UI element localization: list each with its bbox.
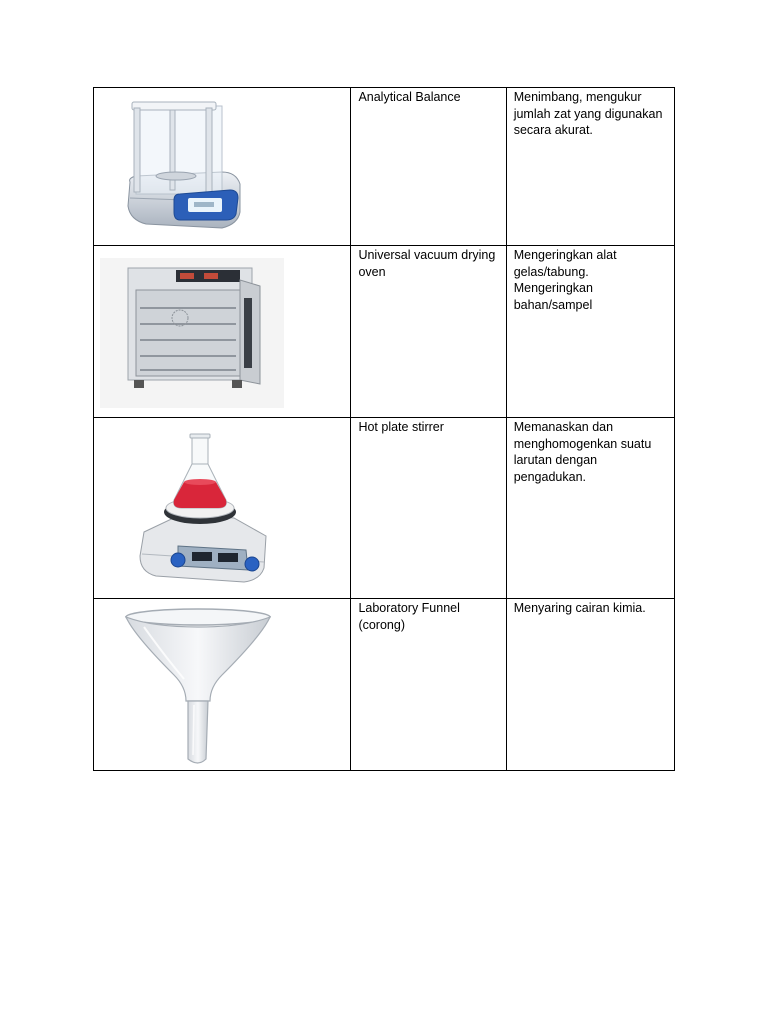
- image-cell: [94, 246, 351, 418]
- equipment-name: Analytical Balance: [358, 90, 461, 104]
- use-cell: [506, 88, 674, 246]
- use-cell: [506, 599, 674, 771]
- drying-oven-icon: [100, 258, 284, 408]
- equipment-use: Menyaring cairan kimia.: [513, 601, 646, 615]
- name-cell: [351, 246, 506, 418]
- table-row: [94, 246, 675, 418]
- laboratory-funnel-icon: [124, 605, 274, 769]
- equipment-name: Universal vacuum drying oven: [358, 248, 496, 279]
- use-cell: [506, 246, 674, 418]
- name-cell: [351, 88, 506, 246]
- use-cell: [506, 418, 674, 599]
- table-row: [94, 418, 675, 599]
- image-cell: [94, 418, 351, 599]
- table-row: [94, 88, 675, 246]
- equipment-table: [93, 87, 675, 771]
- table-row: [94, 599, 675, 771]
- name-cell: [351, 418, 506, 599]
- equipment-use: Memanaskan dan menghomogenkan suatu larutan dengan pengadukan.: [513, 420, 652, 484]
- equipment-name: Hot plate stirrer: [358, 420, 444, 434]
- equipment-use: Mengeringkan alat gelas/tabung. Mengeringkan bahan/sampel: [513, 248, 617, 312]
- image-cell: [94, 599, 351, 771]
- image-cell: [94, 88, 351, 246]
- hot-plate-stirrer-icon: [134, 432, 274, 592]
- equipment-name: Laboratory Funnel (corong): [358, 601, 460, 632]
- analytical-balance-icon: [122, 94, 262, 244]
- equipment-use: Menimbang, mengukur jumlah zat yang digunakan secara akurat.: [513, 90, 663, 137]
- name-cell: [351, 599, 506, 771]
